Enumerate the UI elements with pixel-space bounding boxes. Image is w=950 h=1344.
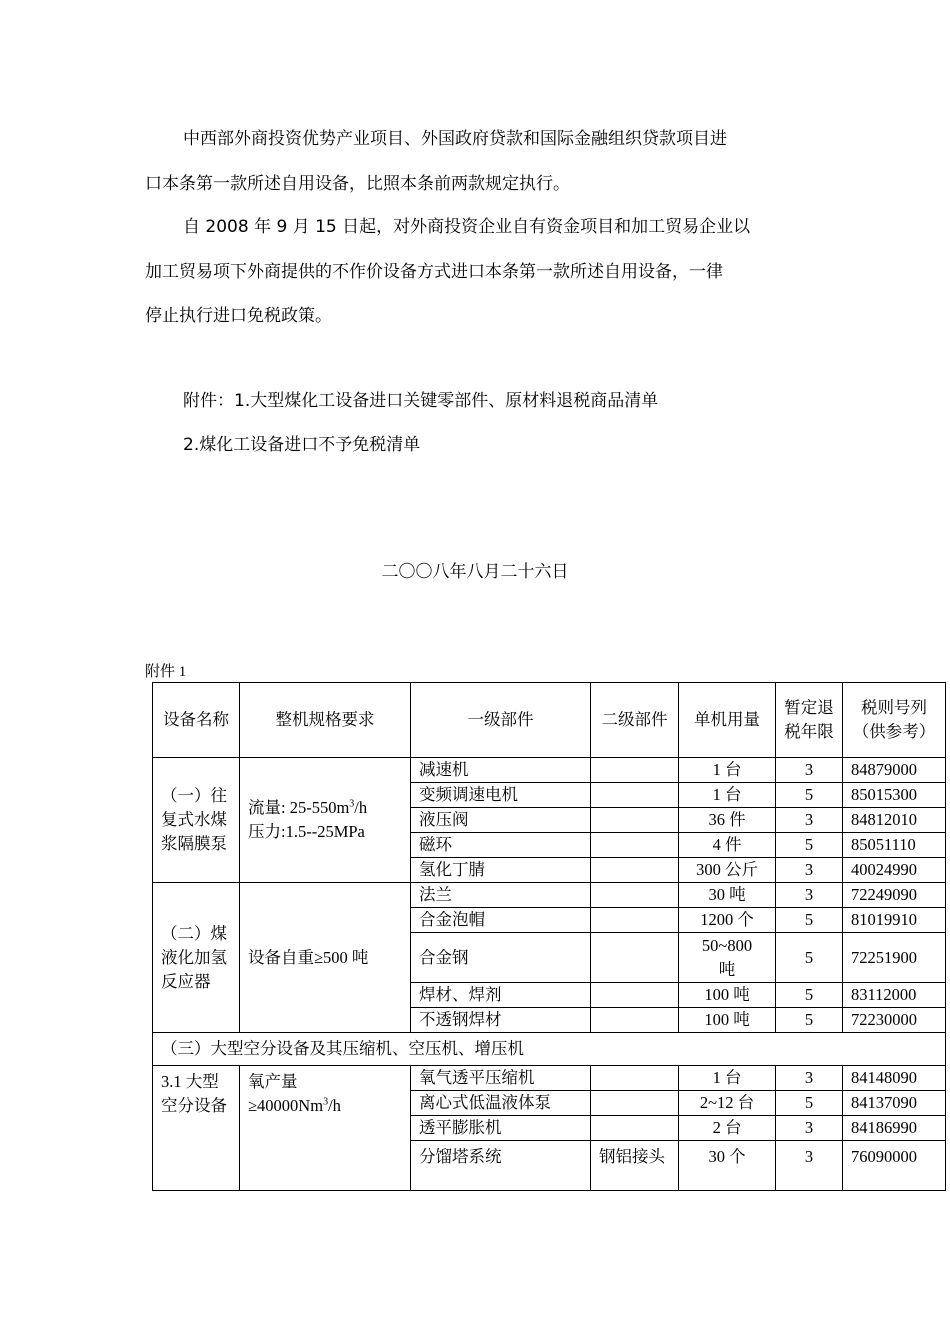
part1-cell: 不透钢焊材 bbox=[411, 1008, 591, 1033]
code-cell: 84148090 bbox=[843, 1066, 946, 1091]
group3-spec-line2: $\ge 40000Nm^3/h$ bbox=[248, 1096, 341, 1115]
qty-cell: 1200 个 bbox=[679, 908, 776, 933]
part1-cell: 分馏塔系统 bbox=[411, 1141, 591, 1191]
qty-cell: 100 吨 bbox=[679, 1008, 776, 1033]
group2-name: （二）煤液化加氢反应器 bbox=[153, 883, 240, 1033]
annex-label: 附件 1 bbox=[145, 664, 187, 680]
part1-cell: 焊材、焊剂 bbox=[411, 983, 591, 1008]
part2-cell bbox=[591, 1116, 679, 1141]
qty-cell: 1 台 bbox=[679, 783, 776, 808]
table-row bbox=[153, 883, 946, 908]
years-cell: 5 bbox=[776, 833, 843, 858]
part2-cell bbox=[591, 858, 679, 883]
code-cell: 72251900 bbox=[843, 933, 946, 983]
group1-spec-line1: 流量: $25-550m^3/h$ bbox=[248, 798, 368, 817]
table-header-row bbox=[153, 683, 946, 758]
header-equipment: 设备名称 bbox=[153, 683, 240, 758]
part2-cell: 钢铝接头 bbox=[591, 1141, 679, 1191]
paragraph-1-line-1: 中西部外商投资优势产业项目、外国政府贷款和国际金融组织贷款项目进 bbox=[183, 129, 727, 149]
qty-cell: 2 台 bbox=[679, 1116, 776, 1141]
header-part2: 二级部件 bbox=[591, 683, 679, 758]
years-cell: 5 bbox=[776, 933, 843, 983]
code-cell: 76090000 bbox=[843, 1141, 946, 1191]
section3-title: （三）大型空分设备及其压缩机、空压机、增压机 bbox=[153, 1033, 946, 1066]
part1-cell: 氧气透平压缩机 bbox=[411, 1066, 591, 1091]
code-cell: 84812010 bbox=[843, 808, 946, 833]
code-cell: 84186990 bbox=[843, 1116, 946, 1141]
part1-cell: 合金钢 bbox=[411, 933, 591, 983]
header-years: 暂定退税年限 bbox=[776, 683, 843, 758]
part2-cell bbox=[591, 758, 679, 783]
part1-cell: 离心式低温液体泵 bbox=[411, 1091, 591, 1116]
code-cell: 84879000 bbox=[843, 758, 946, 783]
qty-cell: 1 台 bbox=[679, 758, 776, 783]
years-cell: 5 bbox=[776, 1008, 843, 1033]
part2-cell bbox=[591, 983, 679, 1008]
part1-cell: 减速机 bbox=[411, 758, 591, 783]
document-date: 二〇〇八年八月二十六日 bbox=[381, 562, 569, 582]
part1-cell: 液压阀 bbox=[411, 808, 591, 833]
qty-cell: 100 吨 bbox=[679, 983, 776, 1008]
years-cell: 5 bbox=[776, 1091, 843, 1116]
group1-spec bbox=[240, 758, 411, 883]
group2-spec: 设备自重≥500 吨 bbox=[240, 883, 411, 1033]
paragraph-2-line-2: 加工贸易项下外商提供的不作价设备方式进口本条第一款所述自用设备，一律 bbox=[145, 262, 723, 282]
years-cell: 5 bbox=[776, 983, 843, 1008]
table-row bbox=[153, 1066, 946, 1091]
section-title-row bbox=[153, 1033, 946, 1066]
part1-cell: 法兰 bbox=[411, 883, 591, 908]
years-cell: 5 bbox=[776, 783, 843, 808]
header-code: 税则号列（供参考） bbox=[843, 683, 946, 758]
group3-spec bbox=[240, 1066, 411, 1191]
years-cell: 3 bbox=[776, 858, 843, 883]
header-part1: 一级部件 bbox=[411, 683, 591, 758]
part2-cell bbox=[591, 883, 679, 908]
header-spec: 整机规格要求 bbox=[240, 683, 411, 758]
years-cell: 3 bbox=[776, 883, 843, 908]
code-cell: 85051110 bbox=[843, 833, 946, 858]
code-cell: 84137090 bbox=[843, 1091, 946, 1116]
qty-cell: 300 公斤 bbox=[679, 858, 776, 883]
part2-cell bbox=[591, 808, 679, 833]
part1-cell: 氢化丁腈 bbox=[411, 858, 591, 883]
years-cell: 3 bbox=[776, 758, 843, 783]
years-cell: 3 bbox=[776, 808, 843, 833]
part1-cell: 磁环 bbox=[411, 833, 591, 858]
group3-name: 3.1 大型空分设备 bbox=[153, 1066, 240, 1191]
years-cell: 3 bbox=[776, 1116, 843, 1141]
qty-cell: 30 吨 bbox=[679, 883, 776, 908]
paragraph-2-line-1: 自 2008 年 9 月 15 日起，对外商投资企业自有资金项目和加工贸易企业以 bbox=[183, 217, 751, 237]
code-cell: 85015300 bbox=[843, 783, 946, 808]
paragraph-1-line-2: 口本条第一款所述自用设备，比照本条前两款规定执行。 bbox=[145, 174, 570, 194]
code-cell: 40024990 bbox=[843, 858, 946, 883]
part2-cell bbox=[591, 783, 679, 808]
part2-cell bbox=[591, 908, 679, 933]
group1-name: （一）往复式水煤浆隔膜泵 bbox=[153, 758, 240, 883]
tax-refund-table bbox=[152, 682, 946, 1191]
part1-cell: 变频调速电机 bbox=[411, 783, 591, 808]
years-cell: 3 bbox=[776, 1141, 843, 1191]
qty-cell: 2~12 台 bbox=[679, 1091, 776, 1116]
part2-cell bbox=[591, 1008, 679, 1033]
part2-cell bbox=[591, 1091, 679, 1116]
code-cell: 81019910 bbox=[843, 908, 946, 933]
attachment-line-2: 2.煤化工设备进口不予免税清单 bbox=[183, 435, 421, 455]
group3-spec-line1: 氧产量 bbox=[248, 1072, 298, 1091]
part2-cell bbox=[591, 1066, 679, 1091]
years-cell: 3 bbox=[776, 1066, 843, 1091]
part1-cell: 合金泡帽 bbox=[411, 908, 591, 933]
code-cell: 72230000 bbox=[843, 1008, 946, 1033]
qty-cell: 1 台 bbox=[679, 1066, 776, 1091]
paragraph-2-line-3: 停止执行进口免税政策。 bbox=[145, 306, 332, 326]
qty-cell: 4 件 bbox=[679, 833, 776, 858]
part2-cell bbox=[591, 933, 679, 983]
qty-cell: 50~800 吨 bbox=[679, 933, 776, 983]
qty-cell: 36 件 bbox=[679, 808, 776, 833]
table-row bbox=[153, 758, 946, 783]
group1-spec-line2: 压力:1.5--25MPa bbox=[248, 822, 365, 841]
attachment-line-1: 附件：1.大型煤化工设备进口关键零部件、原材料退税商品清单 bbox=[183, 391, 659, 411]
header-qty: 单机用量 bbox=[679, 683, 776, 758]
part2-cell bbox=[591, 833, 679, 858]
code-cell: 83112000 bbox=[843, 983, 946, 1008]
qty-cell: 30 个 bbox=[679, 1141, 776, 1191]
part1-cell: 透平膨胀机 bbox=[411, 1116, 591, 1141]
code-cell: 72249090 bbox=[843, 883, 946, 908]
years-cell: 5 bbox=[776, 908, 843, 933]
